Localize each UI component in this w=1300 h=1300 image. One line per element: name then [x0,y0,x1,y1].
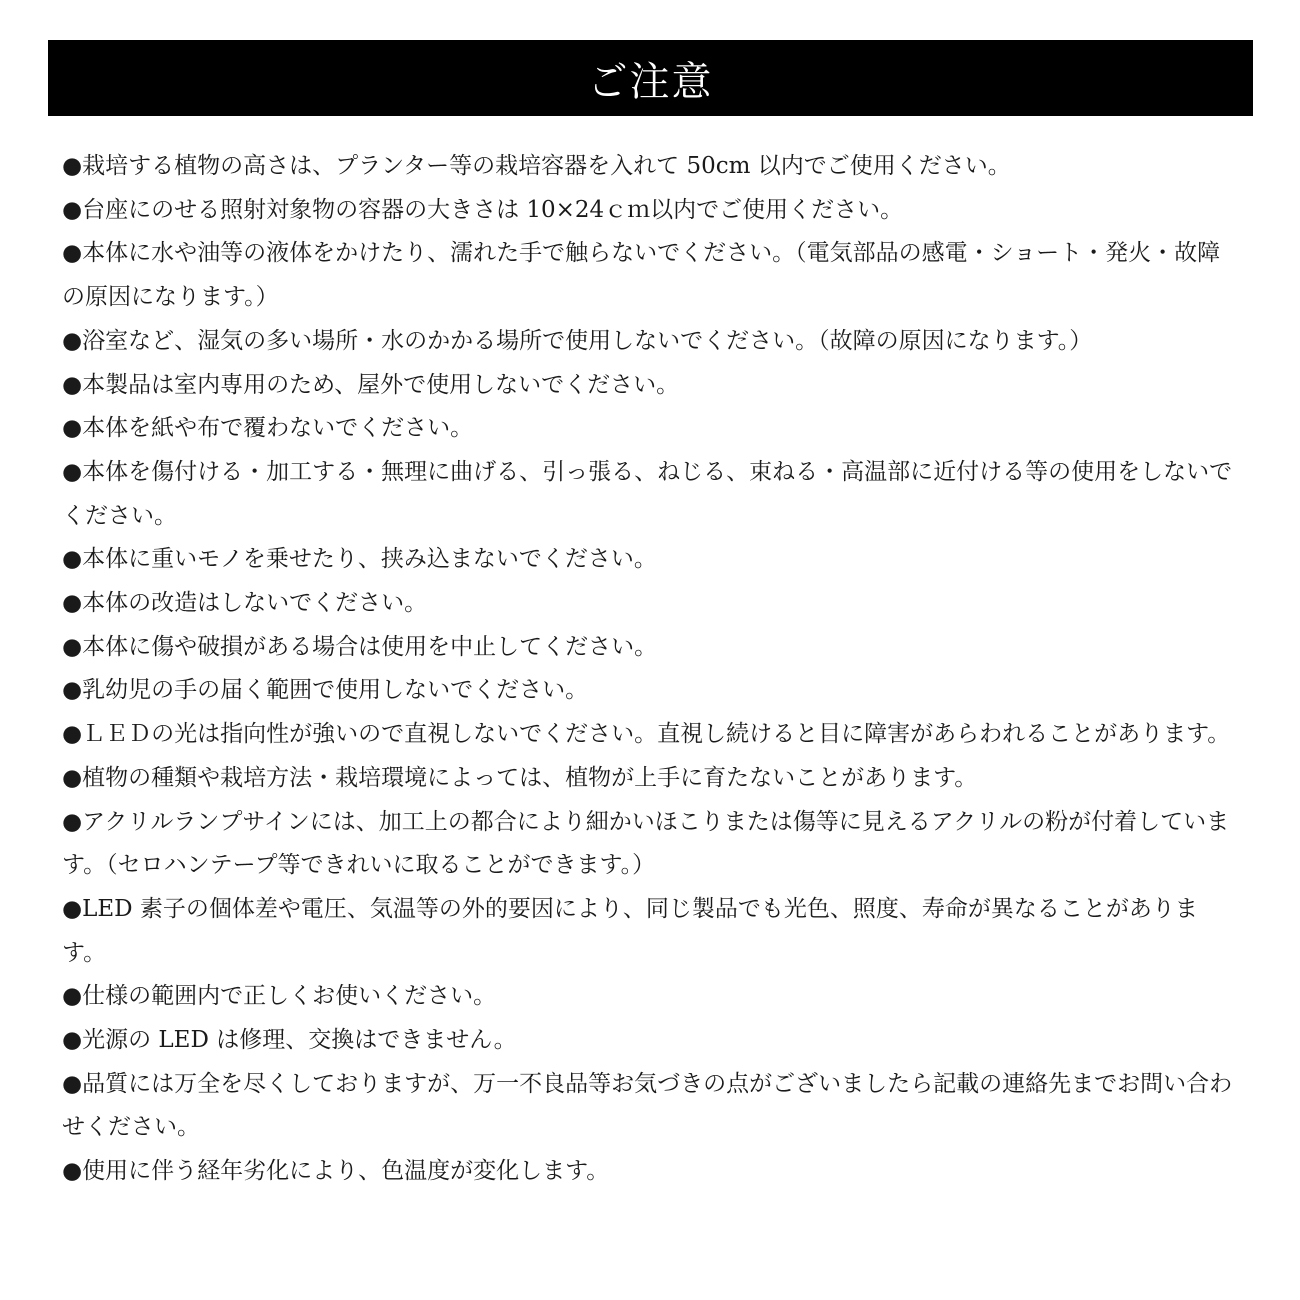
caution-item: ●光源の LED は修理、交換はできません。 [62,1027,517,1054]
caution-item: ●本体の改造はしないでください。 [62,590,428,617]
caution-item: ●使用に伴う経年劣化により、色温度が変化します。 [62,1158,610,1185]
caution-item: ●台座にのせる照射対象物の容器の大きさは 10×24ｃｍ以内でご使用ください。 [62,196,904,223]
caution-item: ●本体を傷付ける・加工する・無理に曲げる、引っ張る、ねじる、束ねる・高温部に近付ける等の使用をしないでください。 [62,458,1233,529]
caution-item: ●植物の種類や栽培方法・栽培環境によっては、植物が上手に育たないことがあります。 [62,764,978,791]
caution-item: ●本体に重いモノを乗せたり、挟み込まないでください。 [62,546,657,573]
caution-item: ●栽培する植物の高さは、プランター等の栽培容器を入れて 50cm 以内でご使用ください。 [62,153,1011,179]
page-title: ご注意 [587,58,714,105]
caution-item: ●本体に傷や破損がある場合は使用を中止してください。 [62,633,658,660]
caution-item: ●LED 素子の個体差や電圧、気温等の外的要因により、同じ製品でも光色、照度、寿命が異なることがあります。 [62,895,1198,966]
caution-item: ●本体を紙や布で覆わないでください。 [62,415,474,442]
caution-item: ●乳幼児の手の届く範囲で使用しないでください。 [62,677,589,704]
caution-item: ●品質には万全を尽くしておりますが、万一不良品等お気づきの点がございましたら記載の連絡先までお問い合わせください。 [62,1070,1233,1141]
caution-item: ●本体に水や油等の液体をかけたり、濡れた手で触らないでください。（電気部品の感電・ショート・発火・故障の原因になります。） [62,240,1221,311]
caution-item: ●アクリルランプサインには、加工上の都合により細かいほこりまたは傷等に見えるアクリルの粉が付着しています。（セロハンテープ等できれいに取ることができます。） [62,808,1230,879]
caution-item: ●仕様の範囲内で正しくお使いください。 [62,983,497,1010]
caution-item: ●ＬＥＤの光は指向性が強いので直視しないでください。直視し続けると目に障害があらわれることがあります。 [62,721,1231,748]
caution-item: ●本製品は室内専用のため、屋外で使用しないでください。 [62,371,680,398]
caution-item: ●浴室など、湿気の多い場所・水のかかる場所で使用しないでください。（故障の原因になります。） [62,327,1093,354]
caution-list [62,145,1242,1194]
title-bar [48,40,1253,116]
